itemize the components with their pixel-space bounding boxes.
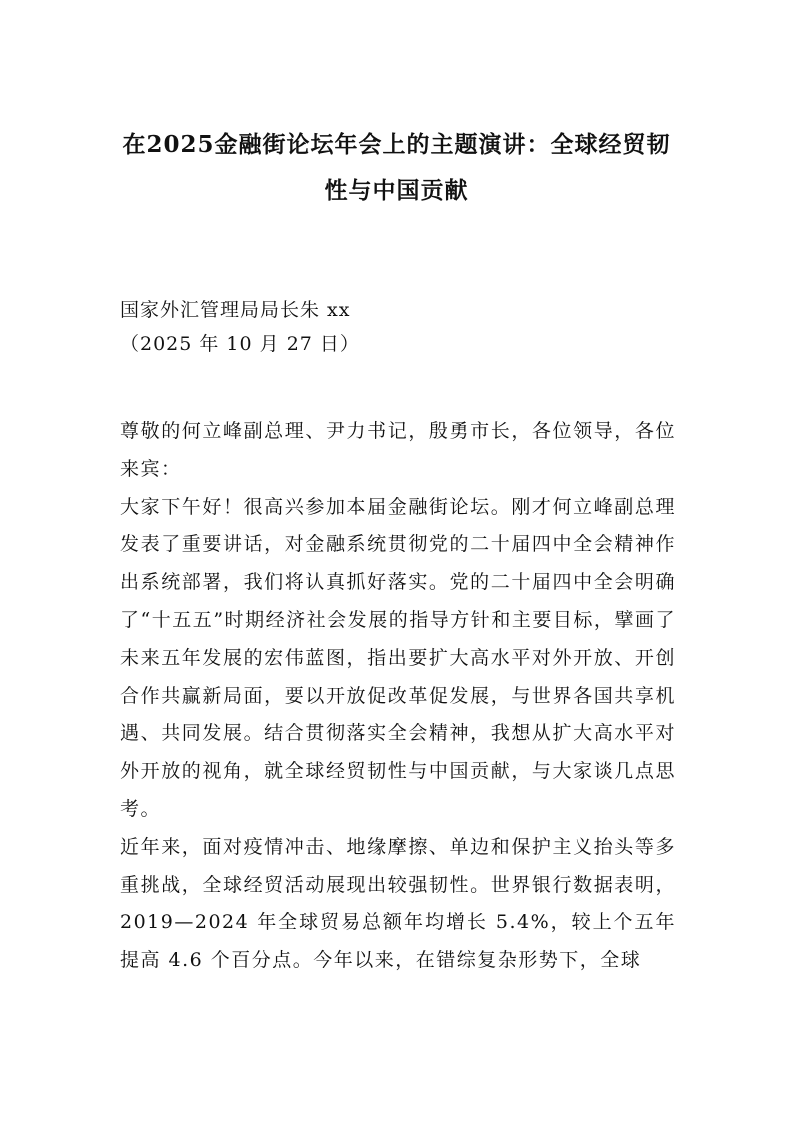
document-title: [110, 122, 683, 214]
title-line-2: 性与中国贡献: [324, 177, 469, 204]
paragraph-trade-resilience: 近年来，面对疫情冲击、地缘摩擦、单边和保护主义抬头等多重挑战，全球经贸活动展现出较强韧性。世界银行数据表明，2019—2024 年全球贸易总额年均增长 5.4%，较上个五年提高 4.6 个百分点。今年以来，在错综复杂形势下，全球: [120, 835, 676, 972]
author-line: 国家外汇管理局局长朱 xx: [120, 299, 351, 321]
paragraph-opening: 大家下午好！很高兴参加本届金融街论坛。刚才何立峰副总理发表了重要讲话，对金融系统贯彻党的二十届四中全会精神作出系统部署，我们将认真抓好落实。党的二十届四中全会明确了“十五五”时期经济社会发展的指导方针和主要目标，擘画了未来五年发展的宏伟蓝图，指出要扩大高水平对外开放、开创合作共赢新局面，要以开放促改革促发展，与世界各国共享机遇、共同发展。结合贯彻落实全会精神，我想从扩大高水平对外开放的视角，就全球经贸韧性与中国贡献，与大家谈几点思考。: [120, 495, 676, 820]
paragraph-salutation: 尊敬的何立峰副总理、尹力书记，殷勇市长，各位领导，各位来宾：: [120, 420, 676, 480]
title-line-1: 在2025金融街论坛年会上的主题演讲：全球经贸韧: [122, 131, 671, 158]
document-body: [120, 413, 676, 980]
byline: [120, 293, 360, 361]
date-line: （2025 年 10 月 27 日）: [120, 333, 360, 355]
